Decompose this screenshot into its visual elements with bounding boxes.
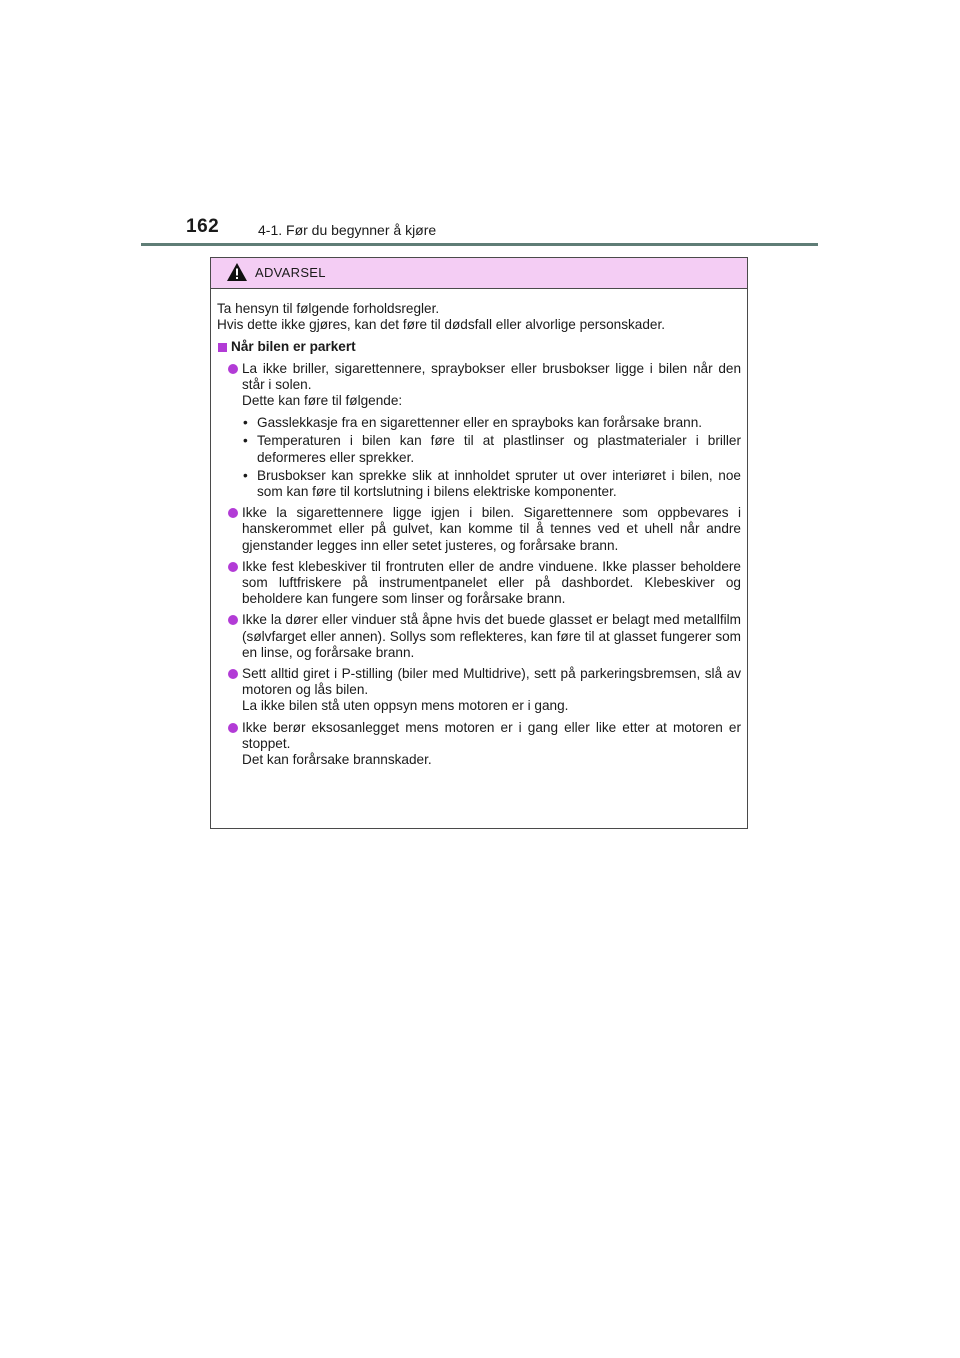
item-text: La ikke briller, sigarettennere, spraybokser eller brusbokser ligge i bilen når den står i solen. [242, 360, 741, 392]
item-text: Ikke berør eksosanlegget mens motoren er i gang eller like etter at motoren er stoppet. [242, 719, 741, 751]
list-item [217, 559, 741, 608]
sublist-item [242, 433, 741, 465]
list-item [217, 505, 741, 554]
bullet-icon [228, 723, 238, 733]
sublist-text: Gasslekkasje fra en sigarettenner eller en sprayboks kan forårsake brann. [257, 415, 703, 431]
warning-header [211, 258, 747, 289]
list-item [217, 720, 741, 769]
dot-icon: • [243, 415, 248, 431]
dot-icon: • [243, 433, 248, 449]
item-text: La ikke bilen stå uten oppsyn mens motoren er i gang. [242, 698, 569, 714]
intro-line: Hvis dette ikke gjøres, kan det føre til dødsfall eller alvorlige personskader. [217, 317, 666, 333]
item-text: Det kan forårsake brannskader. [242, 752, 432, 768]
item-text: Ikke la dører eller vinduer stå åpne hvis det buede glasset er belagt med metallfilm (sølvfarget eller annen). Sollys som reflekteres, kan føre til at glasset fungerer som en linse, og forårsake brann. [242, 612, 741, 660]
page-number: 162 [186, 216, 220, 237]
warning-title: ADVARSEL [255, 265, 326, 280]
header-rule [141, 243, 818, 246]
item-text: Dette kan føre til følgende: [242, 393, 403, 409]
sublist-text: Brusbokser kan sprekke slik at innholdet spruter ut over interiøret i bilen, noe som kan føre til kortslutning i bilens elektriske komponenter. [257, 467, 741, 500]
warning-triangle-icon [226, 262, 248, 282]
sublist-item [242, 415, 741, 431]
bullet-icon [228, 669, 238, 679]
bullet-icon [228, 508, 238, 518]
warning-box [210, 257, 748, 829]
bullet-icon [228, 364, 238, 374]
sublist-item [242, 468, 741, 500]
square-bullet-icon [218, 343, 227, 352]
item-text: Ikke fest klebeskiver til frontruten eller de andre vinduene. Ikke plasser beholdere som luftfriskere på instrumentpanelet eller på dashbordet. Klebeskiver og beholdere kan fungere som linser og forårsake brann. [242, 558, 741, 607]
sublist [242, 415, 741, 500]
section-title: 4-1. Før du begynner å kjøre [258, 222, 437, 238]
bullet-icon [228, 562, 238, 572]
intro-line: Ta hensyn til følgende forholdsregler. [217, 301, 440, 316]
item-text: Sett alltid giret i P-stilling (biler med Multidrive), sett på parkeringsbremsen, slå av motoren og lås bilen. [242, 666, 741, 698]
list-item [217, 361, 741, 501]
item-text: Ikke la sigarettennere ligge igjen i bilen. Sigarettennere som oppbevares i hanskerommet eller på gulvet, kan komme til å tennes ved et uhell når andre gjenstander legges inn eller setet justeres, og forårsake brann. [242, 505, 741, 553]
sublist-text: Temperaturen i bilen kan føre til at plastlinser og plastmaterialer i briller deformeres eller sprekker. [257, 433, 741, 465]
list-item [217, 666, 741, 715]
warning-body [211, 289, 747, 768]
bullet-icon [228, 615, 238, 625]
dot-icon: • [243, 467, 248, 483]
subheading [217, 339, 741, 355]
subheading-text: Når bilen er parkert [231, 339, 356, 355]
list-item [217, 612, 741, 661]
